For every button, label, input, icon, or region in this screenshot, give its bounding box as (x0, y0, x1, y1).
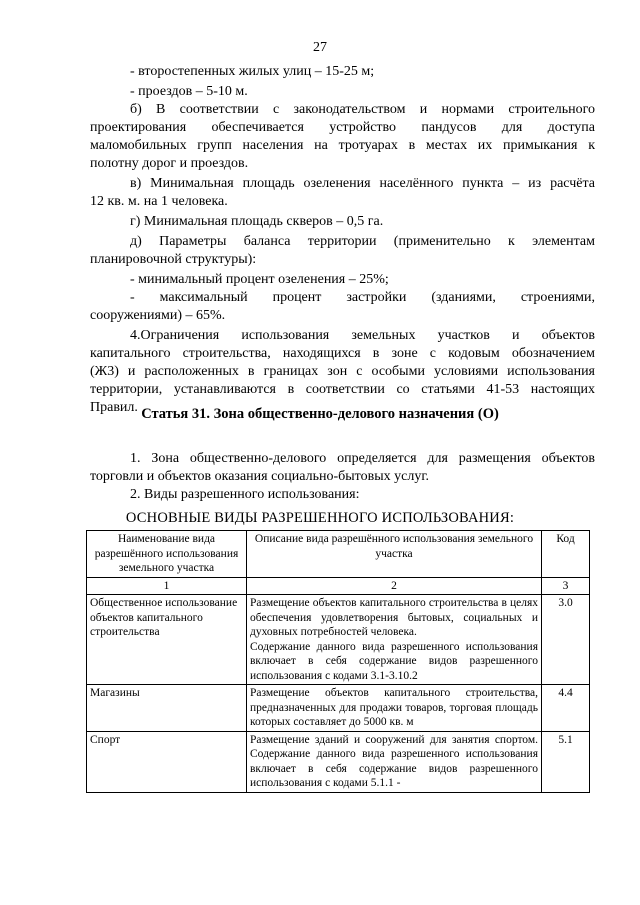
text-line: - проездов – 5-10 м. (130, 84, 248, 99)
table-caption: ОСНОВНЫЕ ВИДЫ РАЗРЕШЕННОГО ИСПОЛЬЗОВАНИЯ: (125, 510, 515, 526)
row-code: 3.0 (542, 595, 590, 685)
text-line: 2. Виды разрешенного использования: (130, 487, 360, 502)
header-name: Наименование вида разрешённого использования земельного участка (87, 531, 247, 578)
page-number: 27 (313, 40, 327, 55)
text-line: в) Минимальная площадь озеленения населённого пункта – из расчёта (130, 176, 595, 191)
table-header-row (87, 531, 590, 578)
row-description: Размещение объектов капитального строительства, предназначенных для продажи товаров, торговая площадь которых составляет до 5000 кв. м (247, 685, 542, 732)
section-heading: Статья 31. Зона общественно-делового назначения (О) (141, 406, 499, 422)
text-line: полотну дорог и проездов. (90, 156, 249, 171)
table-row (87, 685, 590, 732)
header-description: Описание вида разрешённого использования земельного участка (247, 531, 542, 578)
text-line: д) Параметры баланса территории (применительно к элементам (130, 234, 595, 249)
column-number: 3 (542, 577, 590, 595)
table-row (87, 595, 590, 685)
row-description-paragraph: Размещение объектов капитального строительства в целях обеспечения удовлетворения бытовых, социальных и духовных потребностей человека. (250, 597, 538, 638)
text-line: сооружениями) – 65%. (90, 308, 226, 323)
column-number: 2 (247, 577, 542, 595)
text-line: 12 кв. м. на 1 человека. (90, 194, 228, 209)
text-line: г) Минимальная площадь скверов – 0,5 га. (130, 214, 384, 229)
row-description-paragraph: Содержание данного вида разрешенного использования включает в себя содержание видов разрешенного использования с кодами 3.1-3.10.2 (250, 640, 538, 682)
text-line: - второстепенных жилых улиц – 15-25 м; (130, 64, 375, 79)
row-description: Размещение зданий и сооружений для занятия спортом. Содержание данного вида разрешенного использования включает в себя содержание видов разрешенного использования с кодами 5.1.1 - (247, 731, 542, 792)
land-use-table (86, 530, 590, 793)
text-line: 1. Зона общественно-делового определяется для размещения объектов (130, 451, 595, 466)
row-code: 4.4 (542, 685, 590, 732)
column-number: 1 (87, 577, 247, 595)
row-code: 5.1 (542, 731, 590, 792)
row-name: Спорт (87, 731, 247, 792)
text-line: - максимальный процент застройки (зданиями, строениями, (130, 290, 595, 305)
text-line: капитального строительства, находящихся в зоне с кодовым обозначением (90, 346, 595, 361)
table-number-row (87, 577, 590, 595)
table-row (87, 731, 590, 792)
row-description (247, 595, 542, 685)
text-line: торговли и объектов оказания социально-бытовых услуг. (90, 469, 429, 484)
text-line: маломобильных групп населения на тротуарах в местах их примыкания к (90, 138, 595, 153)
row-name: Магазины (87, 685, 247, 732)
text-line: (Ж3) и расположенных в границах зон с особыми условиями использования (90, 364, 595, 379)
row-name: Общественное использование объектов капитального строительства (87, 595, 247, 685)
text-line: планировочной структуры): (90, 252, 257, 267)
text-line: Правил. (90, 400, 138, 415)
text-line: проектирования обеспечивается устройство пандусов для доступа (90, 120, 595, 135)
text-line: 4.Ограничения использования земельных участков и объектов (130, 328, 595, 343)
text-line: территории, устанавливаются в соответствии со статьями 41-53 настоящих (90, 382, 595, 397)
text-line: - минимальный процент озеленения – 25%; (130, 272, 389, 287)
text-line: б) В соответствии с законодательством и нормами строительного (130, 102, 595, 117)
header-code: Код (542, 531, 590, 578)
